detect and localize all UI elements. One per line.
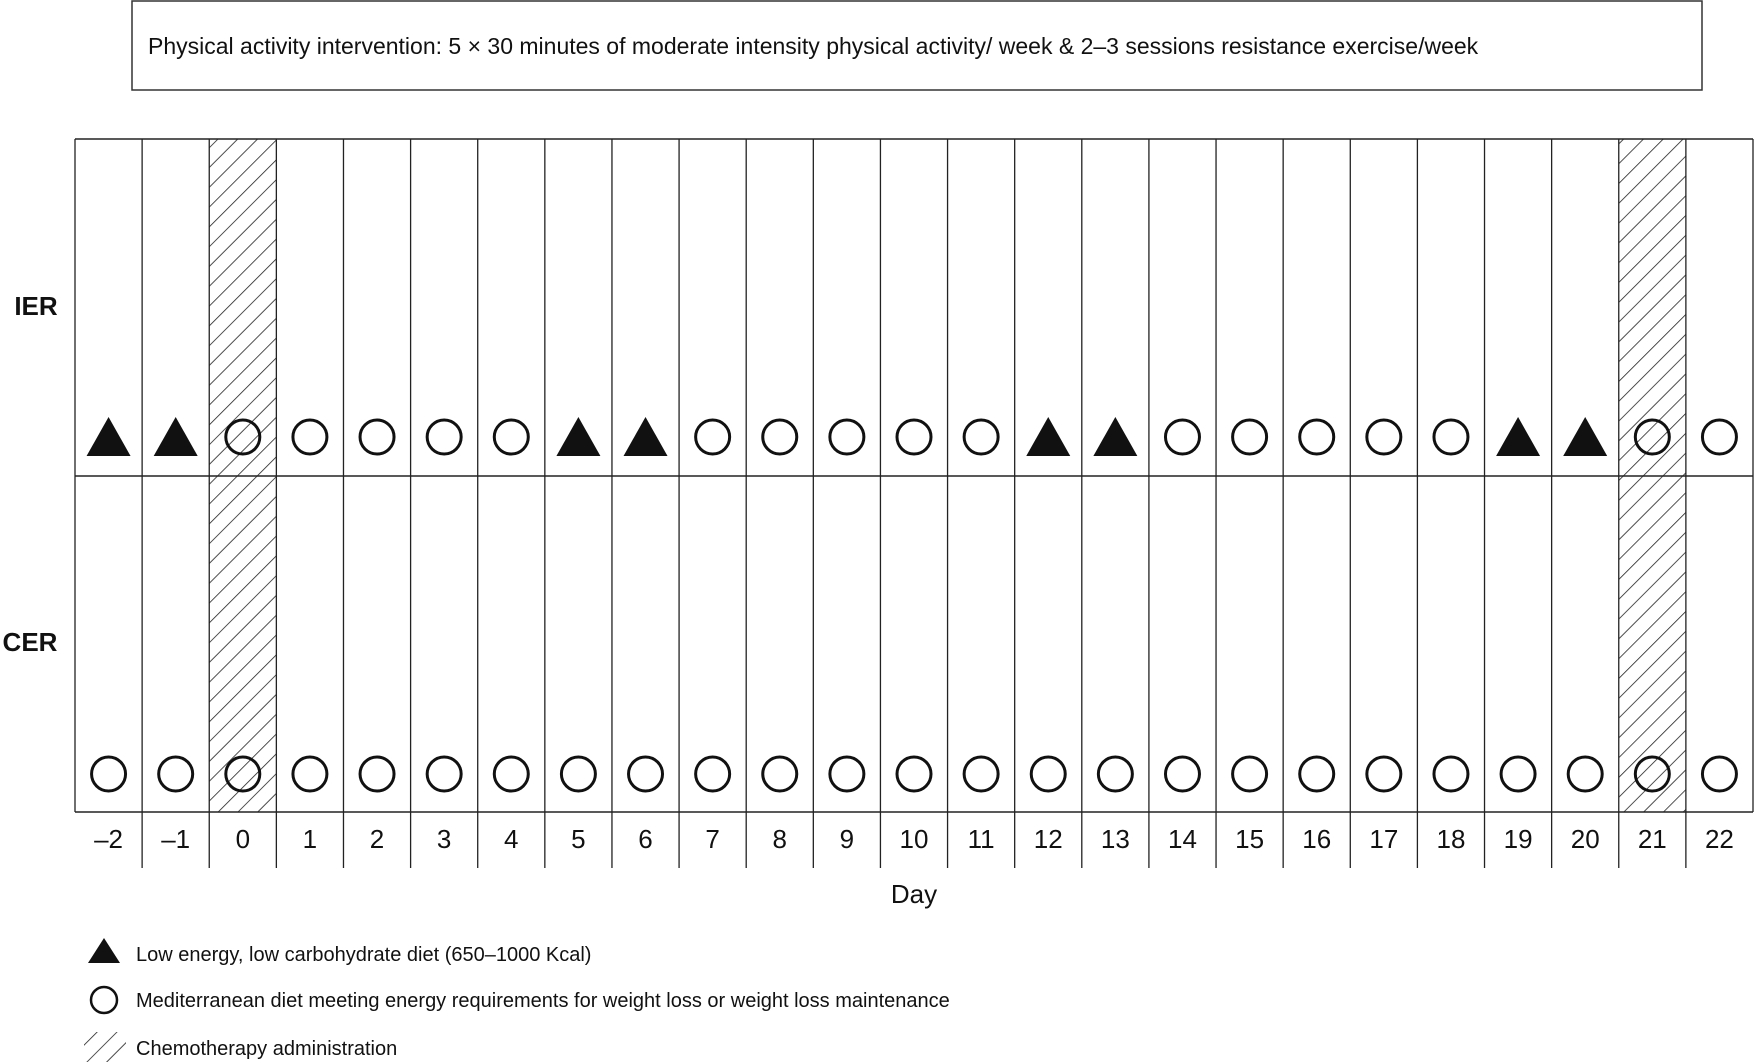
- circle-marker: [696, 757, 730, 791]
- circle-marker: [159, 757, 193, 791]
- day-label: 5: [571, 824, 586, 854]
- triangle-marker: [154, 417, 198, 456]
- day-label: 11: [967, 824, 995, 854]
- circle-marker: [1098, 757, 1132, 791]
- legend-label-hatch: Chemotherapy administration: [136, 1038, 398, 1060]
- circle-marker: [1568, 757, 1602, 791]
- triangle-marker: [1496, 417, 1540, 456]
- circle-marker: [830, 757, 864, 791]
- legend-label-triangle: Low energy, low carbohydrate diet (650–1000 Kcal): [136, 944, 592, 966]
- circle-marker: [1165, 757, 1199, 791]
- circle-marker: [360, 420, 394, 454]
- day-label: 6: [638, 824, 653, 854]
- diet-markers: [87, 417, 1737, 791]
- circle-marker: [964, 757, 998, 791]
- legend-triangle-icon: [88, 938, 120, 963]
- legend-circle-icon: [91, 987, 117, 1013]
- day-label: –2: [94, 824, 124, 854]
- day-label: 3: [436, 824, 452, 854]
- circle-marker: [293, 420, 327, 454]
- circle-marker: [1031, 757, 1065, 791]
- circle-marker: [1367, 757, 1401, 791]
- circle-marker: [1233, 757, 1267, 791]
- day-label: 22: [1704, 824, 1734, 854]
- day-label: 19: [1503, 824, 1533, 854]
- day-label: 8: [772, 824, 787, 854]
- circle-marker: [293, 757, 327, 791]
- circle-marker: [696, 420, 730, 454]
- header-text: Physical activity intervention: 5 × 30 minutes of moderate intensity physical activity/ week & 2–3 sessions resistance exercise/week: [148, 33, 1479, 59]
- circle-marker: [763, 420, 797, 454]
- triangle-marker: [1563, 417, 1607, 456]
- circle-marker: [1434, 757, 1468, 791]
- legend-label-circle: Mediterranean diet meeting energy requirements for weight loss or weight loss maintenance: [136, 990, 950, 1012]
- day-grid: [75, 139, 1753, 868]
- day-label: 13: [1100, 824, 1130, 854]
- day-labels: [94, 824, 1734, 854]
- day-label: 18: [1436, 824, 1466, 854]
- day-label: 2: [369, 824, 385, 854]
- day-label: 12: [1033, 824, 1063, 854]
- circle-marker: [1501, 757, 1535, 791]
- circle-marker: [1233, 420, 1267, 454]
- circle-marker: [561, 757, 595, 791]
- triangle-marker: [556, 417, 600, 456]
- triangle-marker: [624, 417, 668, 456]
- circle-marker: [427, 420, 461, 454]
- circle-marker: [1300, 757, 1334, 791]
- day-label: 14: [1168, 824, 1197, 854]
- circle-marker: [629, 757, 663, 791]
- circle-marker: [1434, 420, 1468, 454]
- circle-marker: [897, 757, 931, 791]
- circle-marker: [92, 757, 126, 791]
- day-label: 20: [1570, 824, 1600, 854]
- circle-marker: [964, 420, 998, 454]
- circle-marker: [763, 757, 797, 791]
- circle-marker: [360, 757, 394, 791]
- circle-marker: [494, 420, 528, 454]
- triangle-marker: [1026, 417, 1070, 456]
- row-label-cer: CER: [2, 627, 58, 657]
- triangle-marker: [1093, 417, 1137, 456]
- day-label: –1: [161, 824, 191, 854]
- circle-marker: [830, 420, 864, 454]
- legend-hatch-icon: [84, 1032, 126, 1062]
- day-label: 0: [235, 824, 251, 854]
- day-label: 15: [1235, 824, 1265, 854]
- day-label: 4: [504, 824, 519, 854]
- day-label: 7: [705, 824, 720, 854]
- circle-marker: [1702, 757, 1736, 791]
- day-label: 21: [1637, 824, 1667, 854]
- day-label: 17: [1369, 824, 1399, 854]
- row-label-ier: IER: [14, 291, 58, 321]
- circle-marker: [1367, 420, 1401, 454]
- circle-marker: [427, 757, 461, 791]
- circle-marker: [1702, 420, 1736, 454]
- day-label: 1: [302, 824, 318, 854]
- day-label: 16: [1302, 824, 1332, 854]
- circle-marker: [1300, 420, 1334, 454]
- circle-marker: [897, 420, 931, 454]
- circle-marker: [494, 757, 528, 791]
- triangle-marker: [87, 417, 131, 456]
- circle-marker: [1165, 420, 1199, 454]
- axis-label-day: Day: [890, 879, 938, 909]
- day-label: 10: [899, 824, 929, 854]
- day-label: 9: [839, 824, 855, 854]
- legend: [84, 938, 950, 1062]
